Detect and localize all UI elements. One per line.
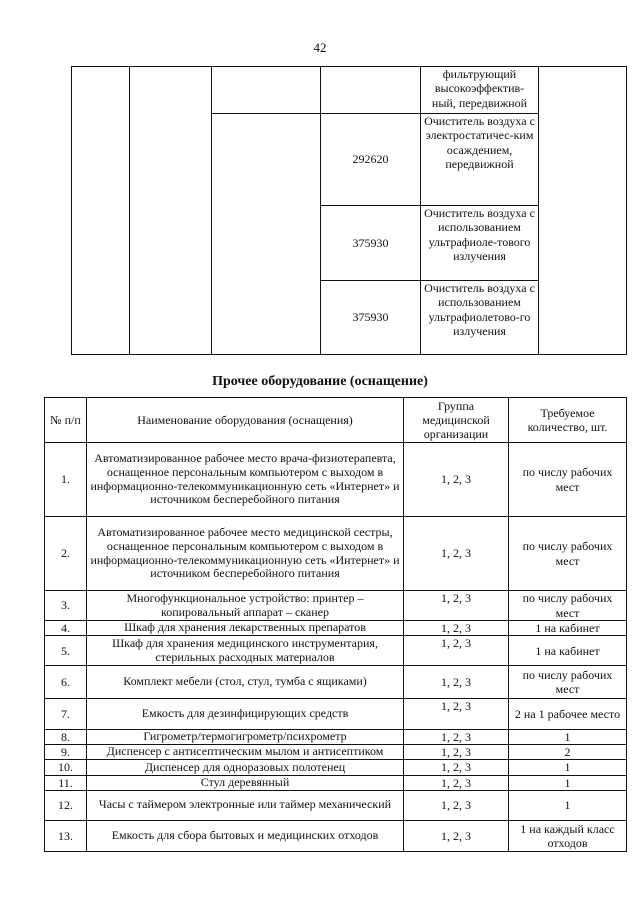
table-row — [45, 666, 627, 699]
column-header-num: № п/п — [45, 398, 87, 443]
table-row — [45, 443, 627, 517]
quantity-cell: 2 на 1 рабочее место — [509, 699, 627, 730]
row-number: 7. — [45, 699, 87, 730]
equipment-name: Диспенсер для одноразовых полотенец — [87, 760, 404, 775]
column-header-qty: Требуемое количество, шт. — [509, 398, 627, 443]
blank-cell — [212, 67, 321, 114]
quantity-cell: по числу рабочих мест — [509, 443, 627, 517]
equipment-name: Автоматизированное рабочее место медицинской сестры, оснащенное персональным компьютером с выходом в информационно-телекоммуникационную сеть «Интернет» и источником бесперебойного питания — [87, 517, 404, 591]
description-cell: фильтрующий высокоэффектив-ный, передвижной — [421, 67, 539, 114]
row-number: 8. — [45, 730, 87, 745]
group-cell: 1, 2, 3 — [404, 790, 509, 820]
code-cell: 375930 — [321, 281, 421, 355]
equipment-name: Часы с таймером электронные или таймер механический — [87, 790, 404, 820]
blank-cell — [130, 67, 212, 355]
quantity-cell: 1 на каждый класс отходов — [509, 820, 627, 851]
table-row — [45, 760, 627, 775]
row-number: 1. — [45, 443, 87, 517]
equipment-name: Диспенсер с антисептическим мылом и антисептиком — [87, 745, 404, 760]
row-number: 11. — [45, 775, 87, 790]
row-number: 2. — [45, 517, 87, 591]
equipment-name: Стул деревянный — [87, 775, 404, 790]
table-row — [72, 67, 627, 114]
continued-equipment-table — [71, 66, 627, 355]
quantity-cell: по числу рабочих мест — [509, 666, 627, 699]
page-number: 42 — [313, 40, 327, 55]
table-row — [45, 775, 627, 790]
table-row — [45, 790, 627, 820]
equipment-name: Гигрометр/термогигрометр/психрометр — [87, 730, 404, 745]
group-cell: 1, 2, 3 — [404, 699, 509, 730]
quantity-cell: 1 — [509, 760, 627, 775]
row-number: 12. — [45, 790, 87, 820]
group-cell: 1, 2, 3 — [404, 820, 509, 851]
table-header-row — [45, 398, 627, 443]
equipment-name: Автоматизированное рабочее место врача-физиотерапевта, оснащенное персональным компьютером с выходом в информационно-телекоммуникационную сеть «Интернет» и источником бесперебойного питания — [87, 443, 404, 517]
description-cell: Очиститель воздуха с использованием ультрафиоле-тового излучения — [421, 206, 539, 281]
equipment-name: Шкаф для хранения медицинского инструментария, стерильных расходных материалов — [87, 636, 404, 666]
blank-cell — [72, 67, 130, 355]
quantity-cell: 1 — [509, 790, 627, 820]
table-row — [45, 699, 627, 730]
blank-cell — [539, 67, 627, 355]
quantity-cell: 1 на кабинет — [509, 621, 627, 636]
group-cell: 1, 2, 3 — [404, 775, 509, 790]
group-cell: 1, 2, 3 — [404, 621, 509, 636]
group-cell: 1, 2, 3 — [404, 730, 509, 745]
table-row — [45, 591, 627, 621]
table-row — [45, 730, 627, 745]
row-number: 3. — [45, 591, 87, 621]
table-row — [45, 621, 627, 636]
row-number: 9. — [45, 745, 87, 760]
table-row — [45, 636, 627, 666]
equipment-name: Емкость для сбора бытовых и медицинских отходов — [87, 820, 404, 851]
quantity-cell: по числу рабочих мест — [509, 591, 627, 621]
row-number: 4. — [45, 621, 87, 636]
description-cell: Очиститель воздуха с электростатичес-ким осаждением, передвижной — [421, 114, 539, 206]
code-cell: 375930 — [321, 206, 421, 281]
column-header-name: Наименование оборудования (оснащения) — [87, 398, 404, 443]
row-number: 10. — [45, 760, 87, 775]
group-cell: 1, 2, 3 — [404, 745, 509, 760]
table-row — [45, 745, 627, 760]
other-equipment-table — [44, 397, 627, 852]
description-cell: Очиститель воздуха с использованием ультрафиолетово-го излучения — [421, 281, 539, 355]
row-number: 13. — [45, 820, 87, 851]
column-header-group: Группа медицинской организации — [404, 398, 509, 443]
code-cell — [321, 67, 421, 114]
table-row — [45, 820, 627, 851]
quantity-cell: 1 на кабинет — [509, 636, 627, 666]
row-number: 6. — [45, 666, 87, 699]
quantity-cell: 2 — [509, 745, 627, 760]
section-title: Прочее оборудование (оснащение) — [212, 374, 428, 389]
group-cell: 1, 2, 3 — [404, 636, 509, 666]
group-cell: 1, 2, 3 — [404, 760, 509, 775]
quantity-cell: 1 — [509, 730, 627, 745]
code-cell: 292620 — [321, 114, 421, 206]
equipment-name: Шкаф для хранения лекарственных препаратов — [87, 621, 404, 636]
row-number: 5. — [45, 636, 87, 666]
quantity-cell: 1 — [509, 775, 627, 790]
group-cell: 1, 2, 3 — [404, 666, 509, 699]
group-cell: 1, 2, 3 — [404, 443, 509, 517]
table-row — [45, 517, 627, 591]
equipment-name: Многофункциональное устройство: принтер – копировальный аппарат – сканер — [87, 591, 404, 621]
quantity-cell: по числу рабочих мест — [509, 517, 627, 591]
equipment-name: Емкость для дезинфицирующих средств — [87, 699, 404, 730]
equipment-name: Комплект мебели (стол, стул, тумба с ящиками) — [87, 666, 404, 699]
blank-cell — [212, 114, 321, 355]
group-cell: 1, 2, 3 — [404, 517, 509, 591]
group-cell: 1, 2, 3 — [404, 591, 509, 621]
